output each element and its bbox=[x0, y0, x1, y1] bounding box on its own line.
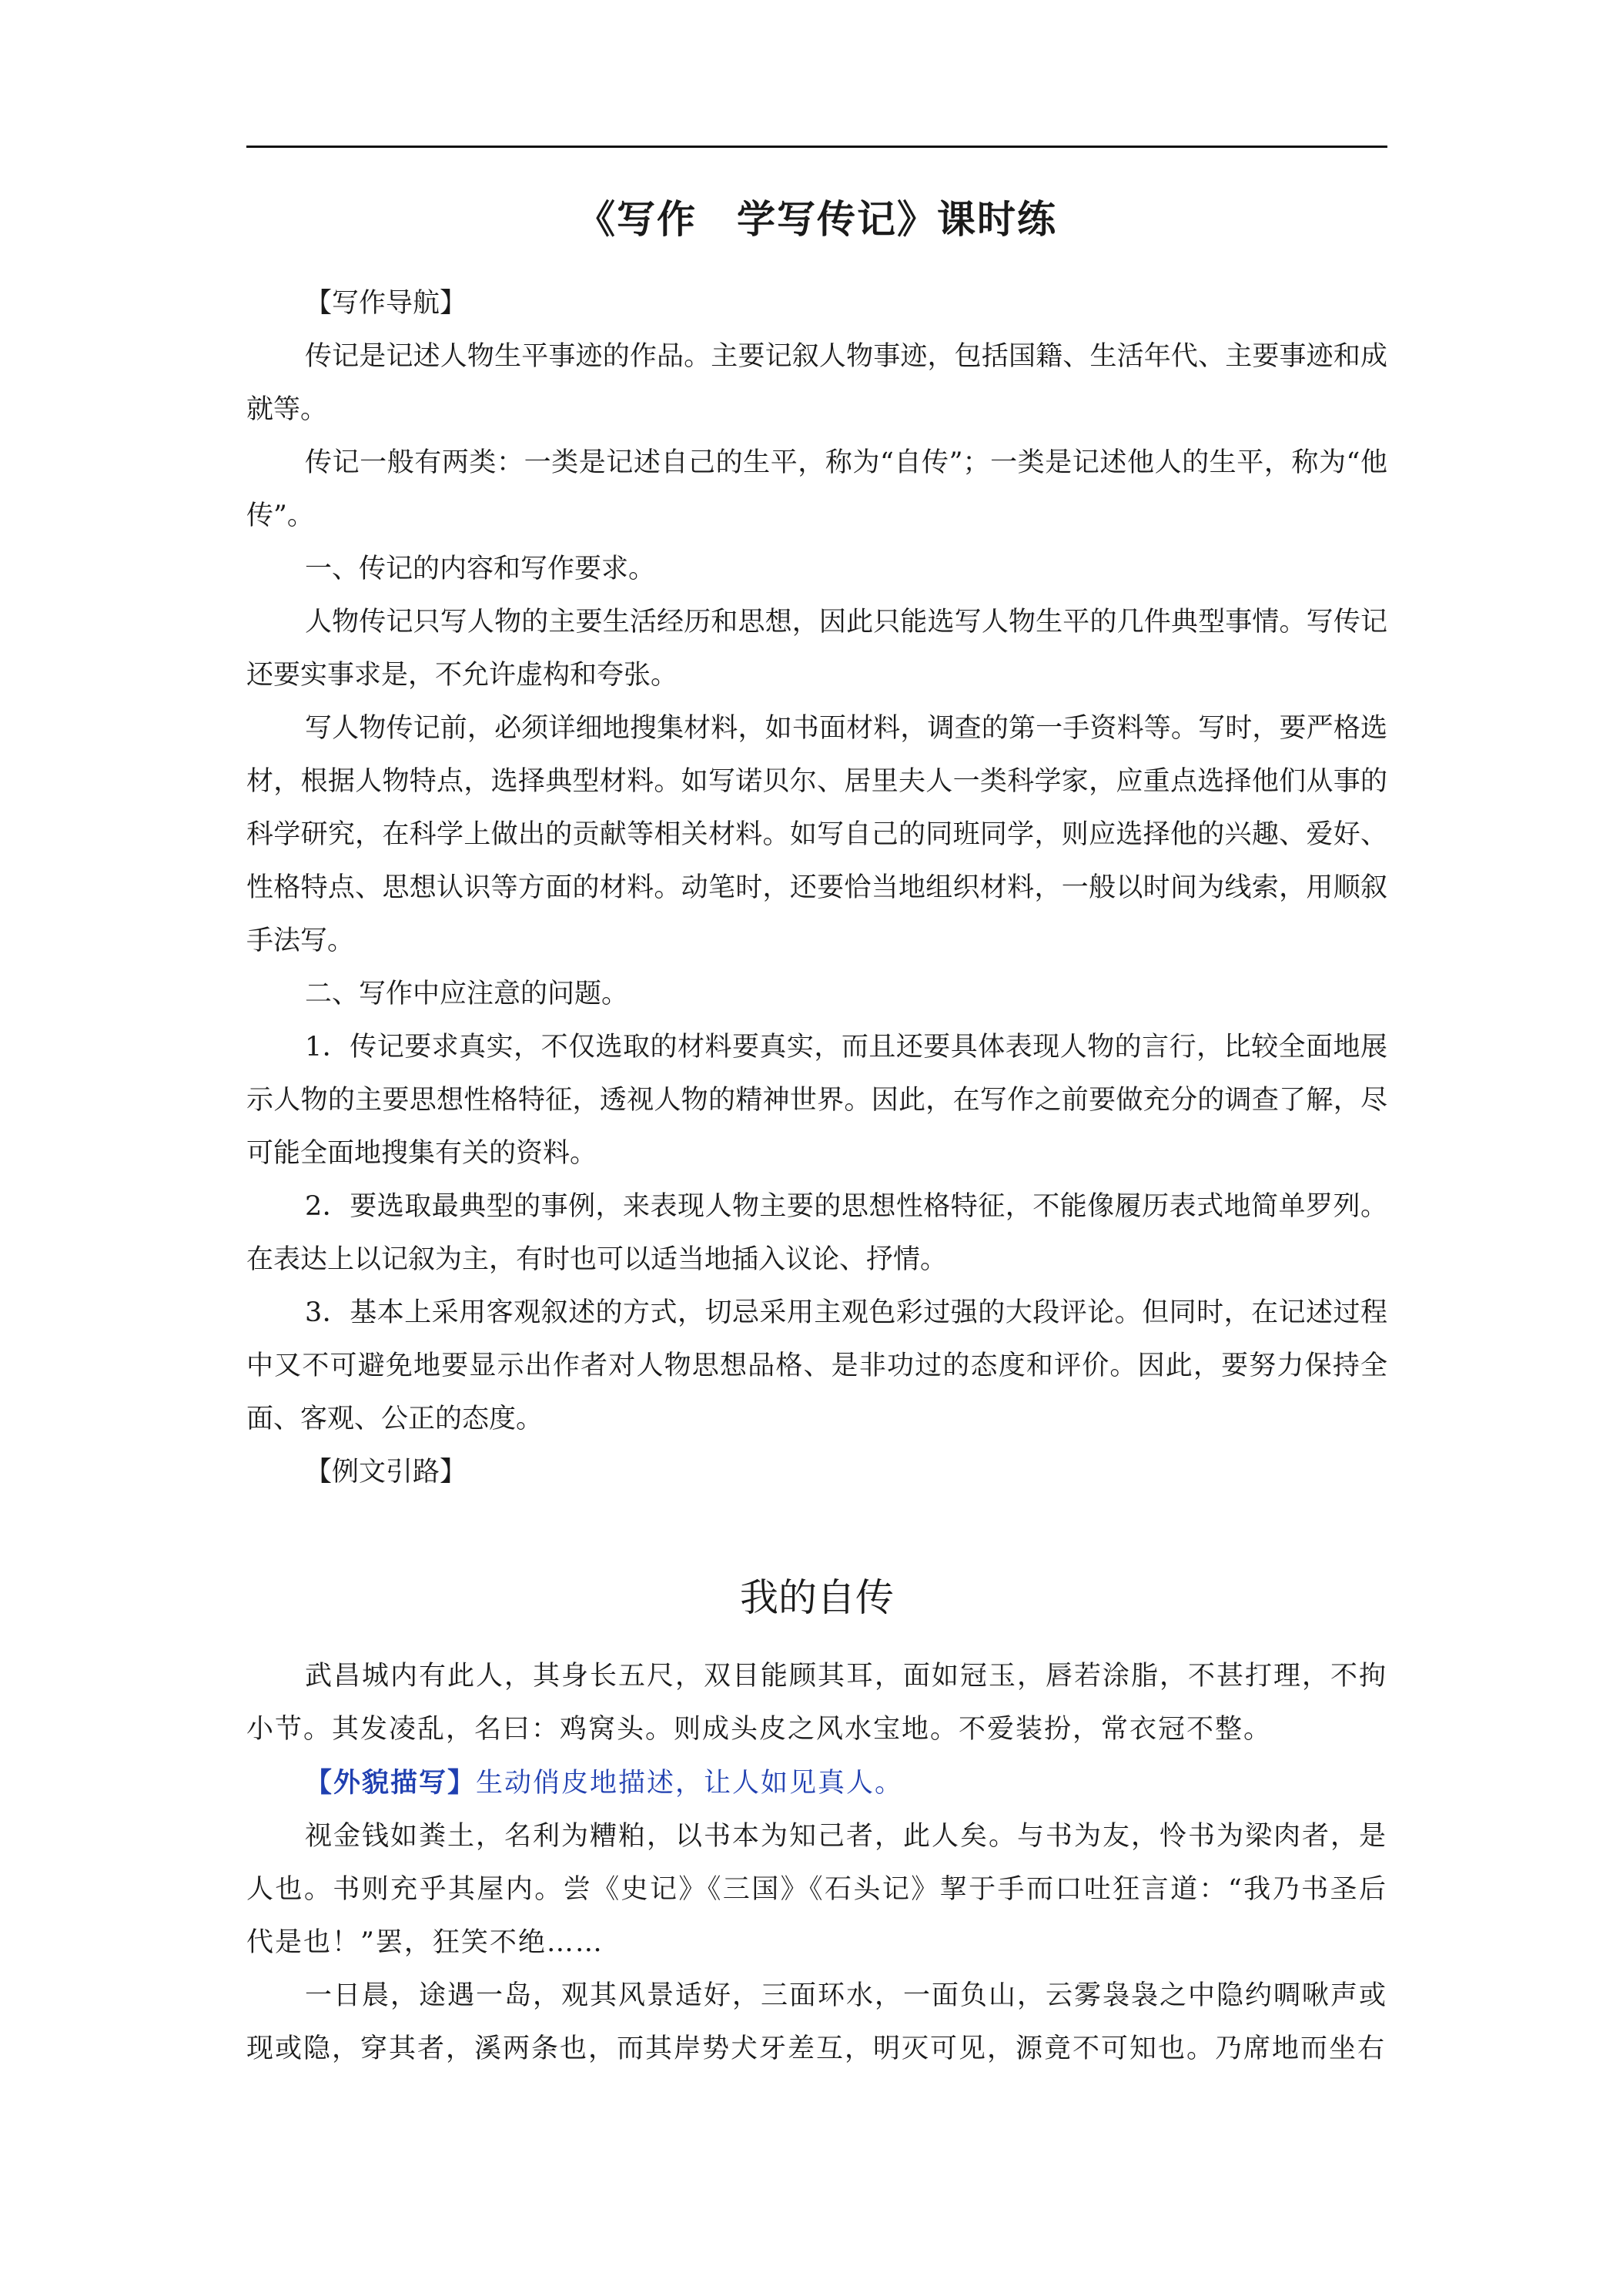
annotation-tag: 【外貌描写】 bbox=[305, 1767, 477, 1799]
guide-paragraph: 写人物传记前，必须详细地搜集材料，如书面材料，调查的第一手资料等。写时，要严格选材，根据人物特点，选择典型材料。如写诺贝尔、居里夫人一类科学家，应重点选择他们从事的科学研究，在科学上做出的贡献等相关材料。如写自己的同班同学，则应选择他的兴趣、爱好、性格特点、思想认识等方面的材料。动笔时，还要恰当地组织材料，一般以时间为线索，用顺叙手法写。 bbox=[246, 713, 1387, 956]
essay-paragraph: 一日晨，途遇一岛，观其风景适好，三面环水，一面负山，云雾袅袅之中隐约啁啾声或现或隐，穿其者，溪两条也，而其岸势犬牙差互，明灭可见，源竟不可知也。乃席地而坐右 bbox=[246, 1980, 1388, 2064]
guide-heading: 【写作导航】 bbox=[305, 288, 467, 319]
guide-subheading: 二、写作中应注意的问题。 bbox=[305, 979, 629, 1009]
essay-paragraph: 视金钱如粪土，名利为糟粕，以书本为知己者，此人矣。与书为友，怜书为梁肉者，是人也。书则充乎其屋内。尝《史记》《三国》《石头记》挈于手而口吐狂言道：“我乃书圣后代是也！”罢，狂笑不绝…… bbox=[246, 1821, 1388, 1958]
essay-title: 我的自传 bbox=[740, 1575, 894, 1620]
essay-paragraph: 武昌城内有此人，其身长五尺，双目能顾其耳，面如冠玉，唇若涂脂，不甚打理，不拘小节。其发凌乱，名曰：鸡窝头。则成头皮之风水宝地。不爱装扮，常衣冠不整。 bbox=[246, 1661, 1388, 1745]
example-heading: 【例文引路】 bbox=[305, 1457, 467, 1488]
writing-guide-section bbox=[246, 277, 1387, 1499]
annotation-text: 生动俏皮地描述，让人如见真人。 bbox=[476, 1768, 904, 1799]
header-rule bbox=[246, 146, 1387, 148]
guide-subheading: 一、传记的内容和写作要求。 bbox=[305, 554, 656, 584]
guide-paragraph: 1．传记要求真实，不仅选取的材料要真实，而且还要具体表现人物的言行，比较全面地展示人物的主要思想性格特征，透视人物的精神世界。因此，在写作之前要做充分的调查了解，尽可能全面地搜集有关的资料。 bbox=[246, 1032, 1387, 1169]
annotation bbox=[246, 1756, 1387, 1810]
guide-paragraph: 2．要选取最典型的事例，来表现人物主要的思想性格特征，不能像履历表式地简单罗列。在表达上以记叙为主，有时也可以适当地插入议论、抒情。 bbox=[246, 1191, 1387, 1275]
example-essay bbox=[246, 1650, 1387, 2076]
guide-paragraph: 传记是记述人物生平事迹的作品。主要记叙人物事迹，包括国籍、生活年代、主要事迹和成就等。 bbox=[246, 341, 1387, 425]
guide-paragraph: 传记一般有两类：一类是记述自己的生平，称为“自传”；一类是记述他人的生平，称为“他传”。 bbox=[246, 447, 1387, 531]
guide-paragraph: 人物传记只写人物的主要生活经历和思想，因此只能选写人物生平的几件典型事情。写传记还要实事求是，不允许虚构和夸张。 bbox=[246, 607, 1387, 691]
page-title: 《写作 学写传记》课时练 bbox=[577, 197, 1057, 242]
guide-paragraph: 3．基本上采用客观叙述的方式，切忌采用主观色彩过强的大段评论。但同时，在记述过程中又不可避免地要显示出作者对人物思想品格、是非功过的态度和评价。因此，要努力保持全面、客观、公正的态度。 bbox=[246, 1297, 1387, 1434]
